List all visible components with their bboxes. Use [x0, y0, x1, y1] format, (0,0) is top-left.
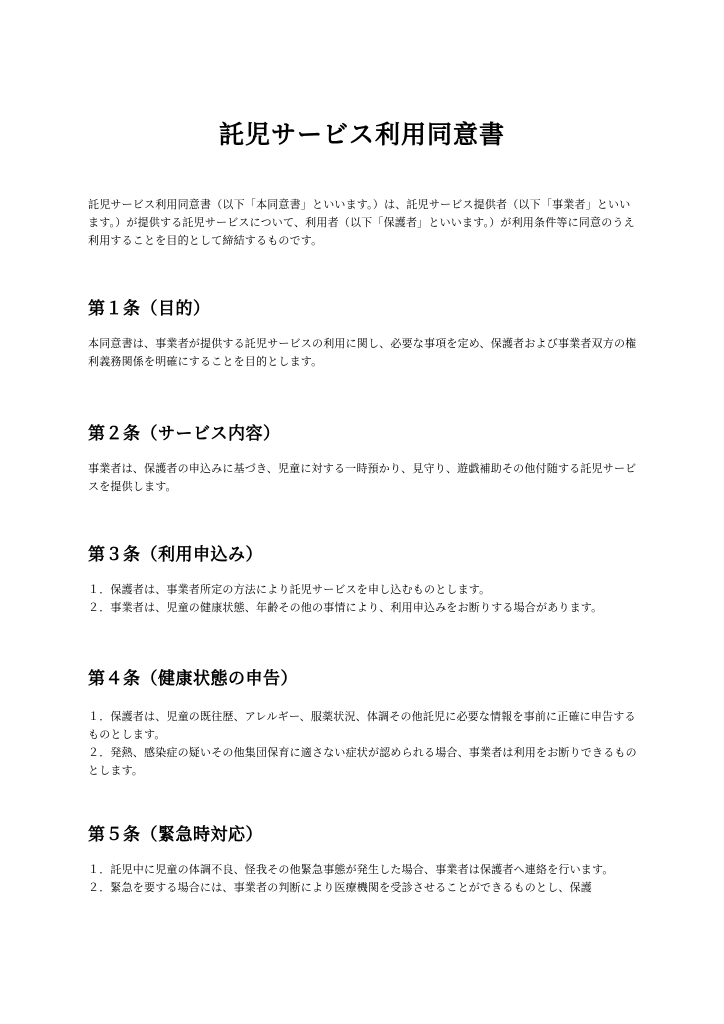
article-1-body: 本同意書は、事業者が提供する託児サービスの利用に関し、必要な事項を定め、保護者および事業者双方の権利義務関係を明確にすることを目的とします。 [88, 337, 637, 368]
article-5-item-1: １．託児中に児童の体調不良、怪我その他緊急事態が発生した場合、事業者は保護者へ連絡を行います。 [88, 863, 614, 876]
article-3-heading: 第３条（利用申込み） [88, 545, 263, 565]
article-3-item-1: １．保護者は、事業者所定の方法により託児サービスを申し込むものとします。 [88, 583, 491, 596]
article-3-body [88, 581, 638, 617]
article-3-item-2: ２．事業者は、児童の健康状態、年齢その他の事情により、利用申込みをお断りする場合があります。 [88, 601, 603, 614]
article-5-heading: 第５条（緊急時対応） [88, 825, 263, 845]
article-2-body: 事業者は、保護者の申込みに基づき、児童に対する一時預かり、見守り、遊戯補助その他付随する託児サービスを提供します。 [88, 462, 637, 493]
intro-paragraph: 託児サービス利用同意書（以下「本同意書」といいます。）は、託児サービス提供者（以下「事業者」といいます。）が提供する託児サービスについて、利用者（以下「保護者」といいます。）が利用条件等に同意のうえ利用することを目的として締結するものです。 [88, 198, 635, 247]
article-4-body [88, 708, 638, 780]
article-5-body [88, 861, 638, 897]
article-4-item-2: ２．発熱、感染症の疑いその他集団保育に適さない症状が認められる場合、事業者は利用をお断りできるものとします。 [88, 746, 637, 777]
document-title: 託児サービス利用同意書 [218, 120, 505, 149]
article-4-item-1: １．保護者は、児童の既往歴、アレルギー、服薬状況、体調その他託児に必要な情報を事前に正確に申告するものとします。 [88, 710, 636, 741]
article-4-heading: 第４条（健康状態の申告） [88, 669, 298, 689]
article-2-heading: 第２条（サービス内容） [88, 424, 281, 444]
article-1-heading: 第１条（目的） [88, 299, 211, 319]
article-5-item-2: ２．緊急を要する場合には、事業者の判断により医療機関を受診させることができるものとし、保護 [88, 881, 592, 894]
